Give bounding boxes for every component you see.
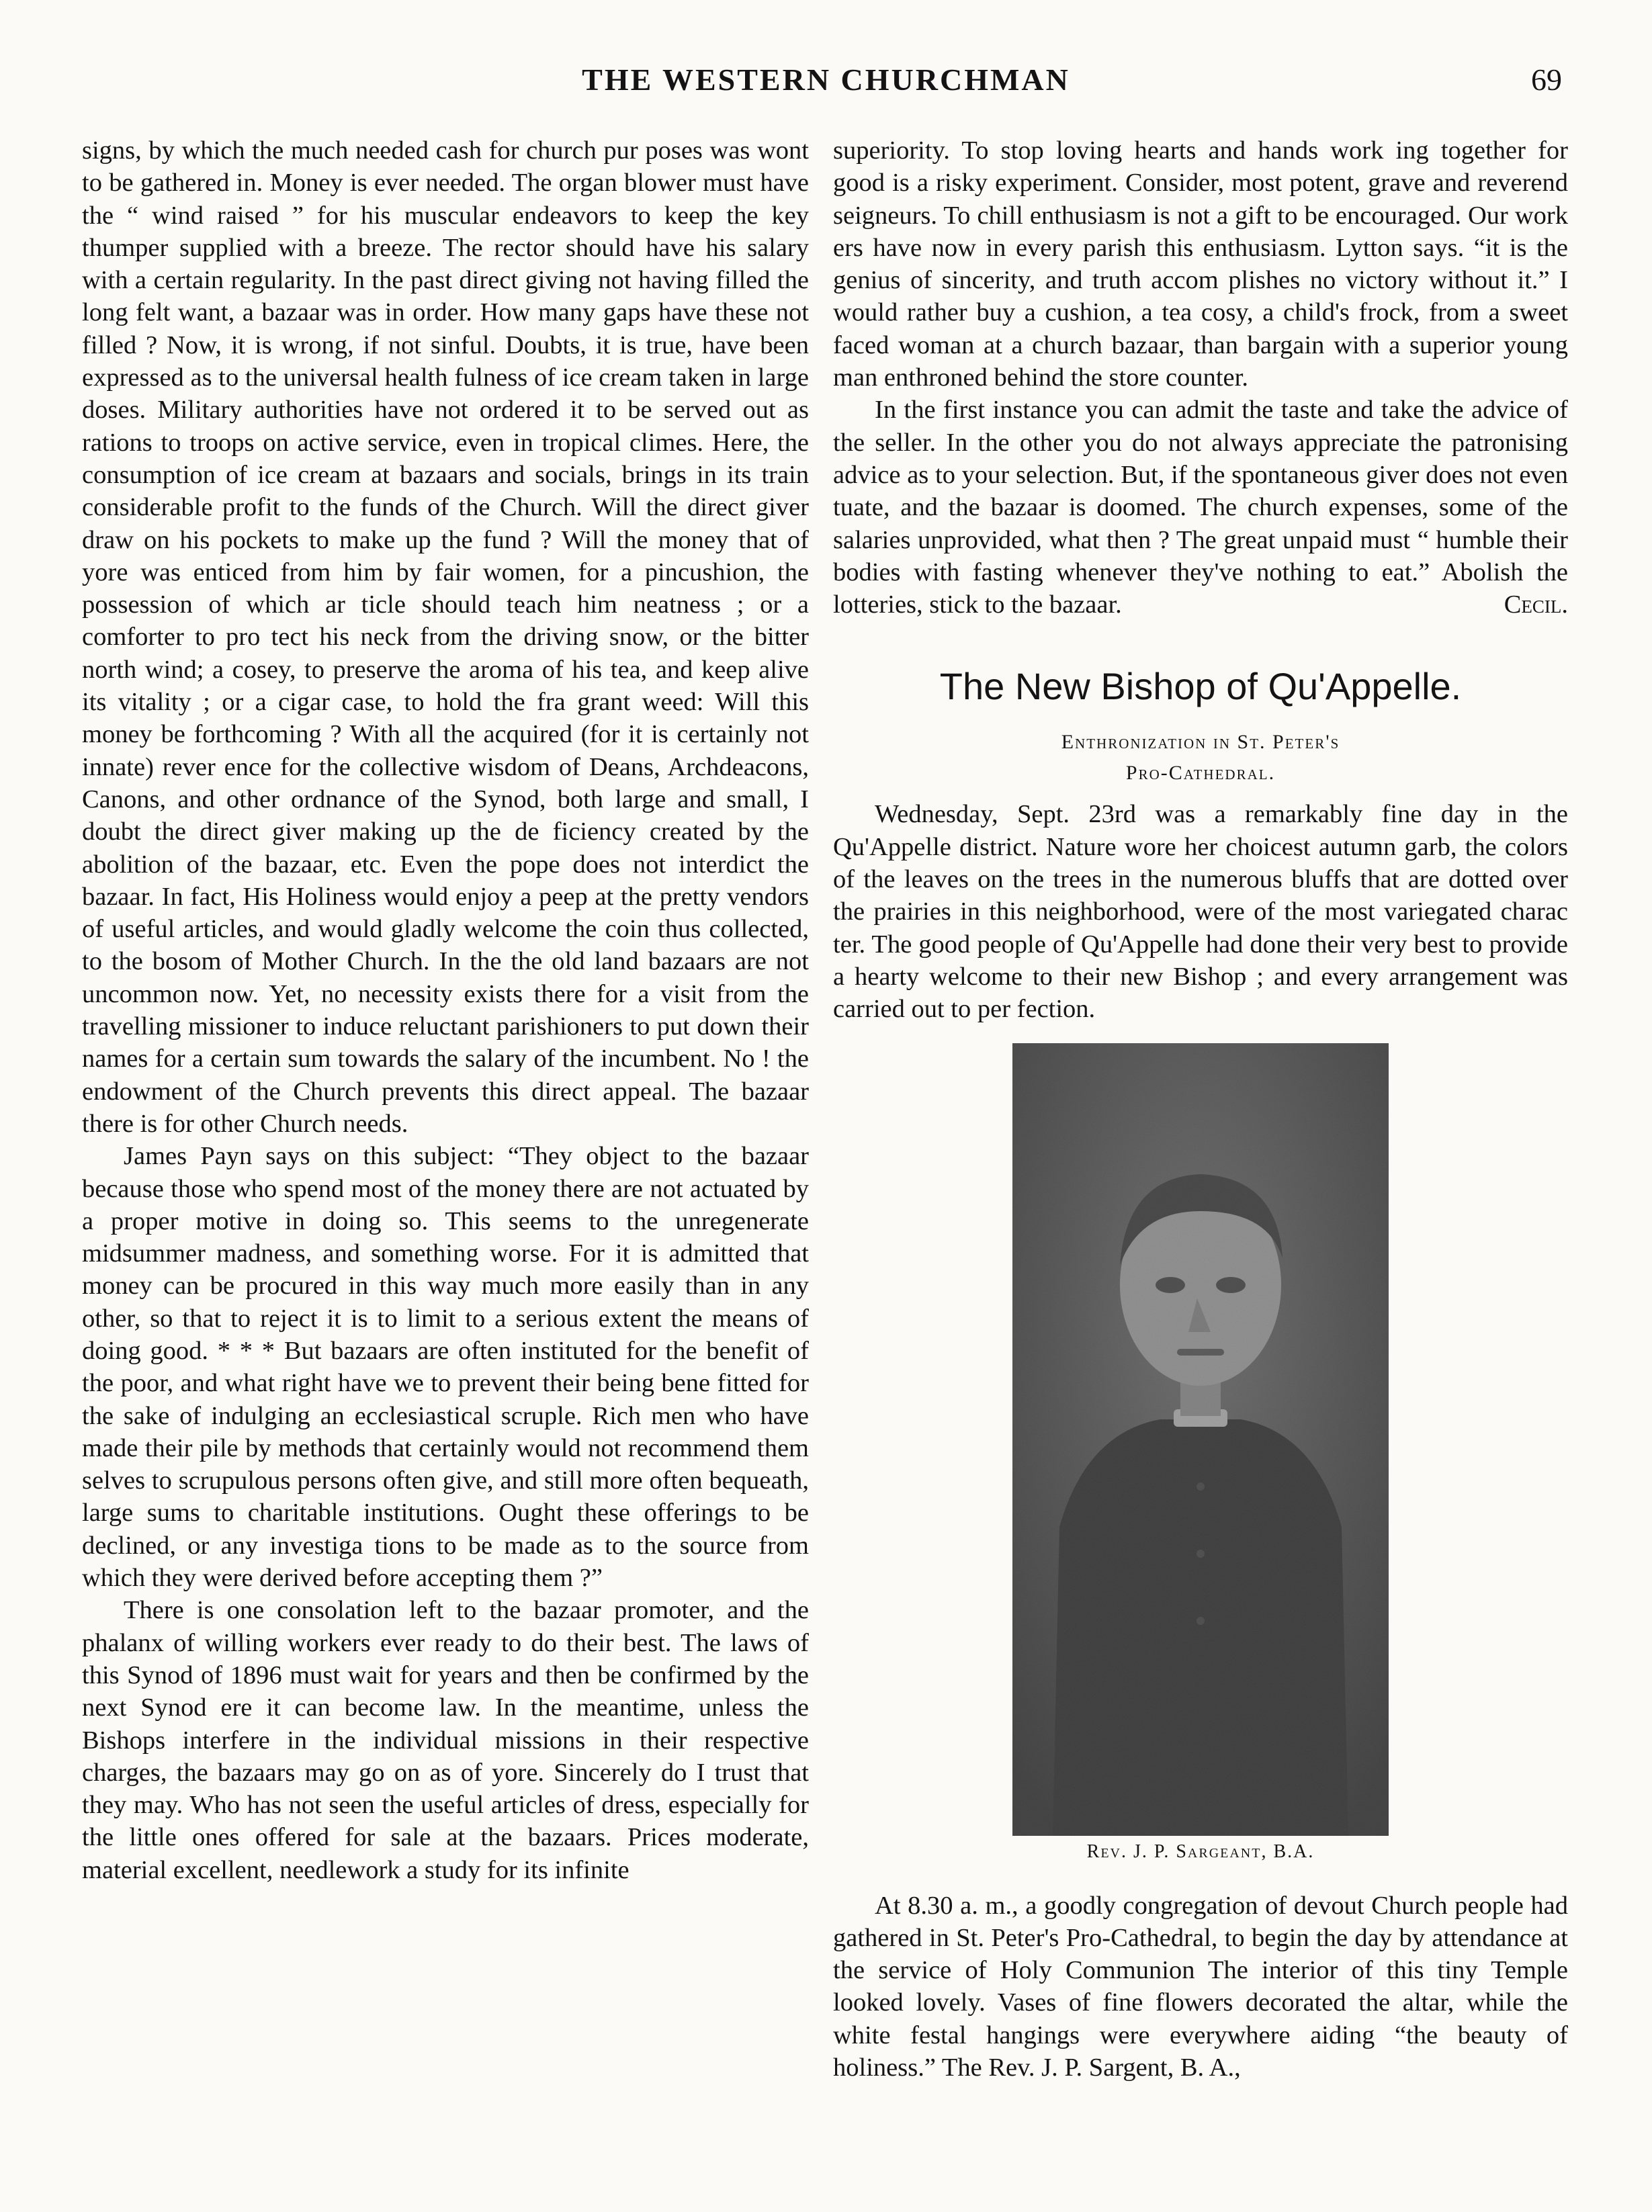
article-subheading: Enthronization in St. Peter's — [1061, 731, 1340, 754]
paragraph: superiority. To stop loving hearts and hands work ing together for good is a risky experiment. Consider, most potent, grave and reverend seigneurs. To chill enthusiasm is not a gift to be encouraged. Our work ers have now in every parish this enthusiasm. Lytton says. “it is the genius of sincerity, and truth accom plishes no victory without it.” I would rather buy a cushion, a tea cosy, a child's frock, from a sweet faced woman at a church bazaar, than bargain with a superior young man enthroned behind the store counter. — [833, 136, 1568, 392]
paragraph: At 8.30 a. m., a goodly congregation of devout Church people had gathered in St. Peter's Pro-Cathedral, to begin the day by attendance at the service of Holy Communion The interior of this tiny Temple looked lovely. Vases of fine flowers decorated the altar, while the white festal hangings were everywhere aiding “the beauty of holiness.” The Rev. J. P. Sargent, B. A., — [833, 1891, 1568, 2082]
paragraph: There is one consolation left to the bazaar promoter, and the phalanx of willing workers ever ready to do their best. The laws of this Synod of 1896 must wait for years and then be confirmed by the next Synod ere it can become law. In the meantime, unless the Bishops interfere in the individual missions in their respective charges, the bazaars may go on as of yore. Sincerely do I trust that they may. Who has not seen the useful articles of dress, especially for the little ones offered for sale at the bazaars. Prices moderate, material excellent, needlework a study for its infinite — [82, 1596, 809, 1884]
left-column — [82, 134, 809, 1886]
paragraph — [833, 394, 1568, 621]
page-number: 69 — [1531, 62, 1562, 97]
paragraph: James Payn says on this subject: “They object to the bazaar because those who spend most of the money there are not actuated by a proper motive in doing so. This seems to the unregenerate midsummer madness, and something worse. For it is admitted that money can be procured in this way much more easily than in any other, so that to reject it is to limit to a serious extent the means of doing good. * * * But bazaars are often instituted for the benefit of the poor, and what right have we to prevent their being bene fitted for the sake of indulging an ecclesiastical scruple. Rich men who have made their pile by methods that certainly would not recommend them selves to scrupulous persons often give, and still more often bequeath, large sums to charitable institutions. Ought these offerings to be declined, or any investiga tions to be made as to the source from which they were derived before accepting them ?” — [82, 1142, 809, 1593]
paragraph: signs, by which the much needed cash for church pur poses was wont to be gathered in. Money is ever needed. The organ blower must have the “ wind raised ” for his muscular endeavors to keep the key thumper supplied with a breeze. The rector should have his salary with a certain regularity. In the past direct giving not having filled the long felt want, a bazaar was in order. How many gaps have these not filled ? Now, it is wrong, if not sinful. Doubts, it is true, have been expressed as to the universal health fulness of ice cream taken in large doses. Military authorities have not ordered it to be served out as rations to troops on active service, even in tropical climes. Here, the consumption of ice cream at bazaars and socials, brings in its train considerable profit to the funds of the Church. Will the direct giver draw on his pockets to make up the fund ? Will the money that of yore was enticed from him by fair women, for a pincushion, the possession of which ar ticle should teach him neatness ; or a comforter to pro tect his neck from the driving snow, or the bitter north wind; a cosey, to preserve the aroma of his tea, and keep alive its vitality ; or a cigar case, to hold the fra grant weed: Will this money be forthcoming ? With all the acquired (for it is certainly not innate) rever ence for the collective wisdom of Deans, Archdeacons, Canons, and other ordnance of the Synod, both large and small, I doubt the direct giver making up the de ficiency created by the abolition of the bazaar, etc. Even the pope does not interdict the bazaar. In fact, His Holiness would enjoy a peep at the pretty vendors of useful articles, and would gladly welcome the coin thus collected, to the bosom of Mother Church. In the the old land bazaars are not uncommon now. Yet, no necessity exists there for a visit from the travelling missioner to induce reluctant parishioners to put down their names for a certain sum towards the salary of the incumbent. No ! the endowment of the Church prevents this direct appeal. The bazaar there is for other Church needs. — [82, 136, 809, 1138]
running-title: THE WESTERN CHURCHMAN — [582, 62, 1070, 97]
bishop-portrait-photo — [1012, 1043, 1389, 1836]
paragraph-text: In the first instance you can admit the taste and take the advice of the seller. In the other you do not always appreciate the patronising advice as to your selection. But, if the spontaneous giver does not even tuate, and the bazaar is doomed. The church expenses, some of the salaries unprovided, what then ? The great unpaid must “ humble their bodies with fasting whenever they've nothing to eat.” Abolish the lotteries, stick to the bazaar. — [833, 396, 1568, 619]
right-column — [833, 134, 1568, 2084]
author-signature: Cecil. — [1504, 590, 1568, 619]
photo-caption: Rev. J. P. Sargeant, B.A. — [1086, 1841, 1315, 1862]
article-subheading: Pro-Cathedral. — [1125, 762, 1276, 785]
portrait-image — [1012, 1043, 1389, 1836]
article-title: The New Bishop of Qu'Appelle. — [939, 665, 1462, 708]
paragraph: Wednesday, Sept. 23rd was a remarkably fine day in the Qu'Appelle district. Nature wore her choicest autumn garb, the colors of the leaves on the trees in the numerous bluffs that are dotted over the prairies in this neighborhood, were of the most variegated charac ter. The good people of Qu'Appelle had done their very best to provide a hearty welcome to their new Bishop ; and every arrangement was carried out to per fection. — [833, 800, 1568, 1024]
